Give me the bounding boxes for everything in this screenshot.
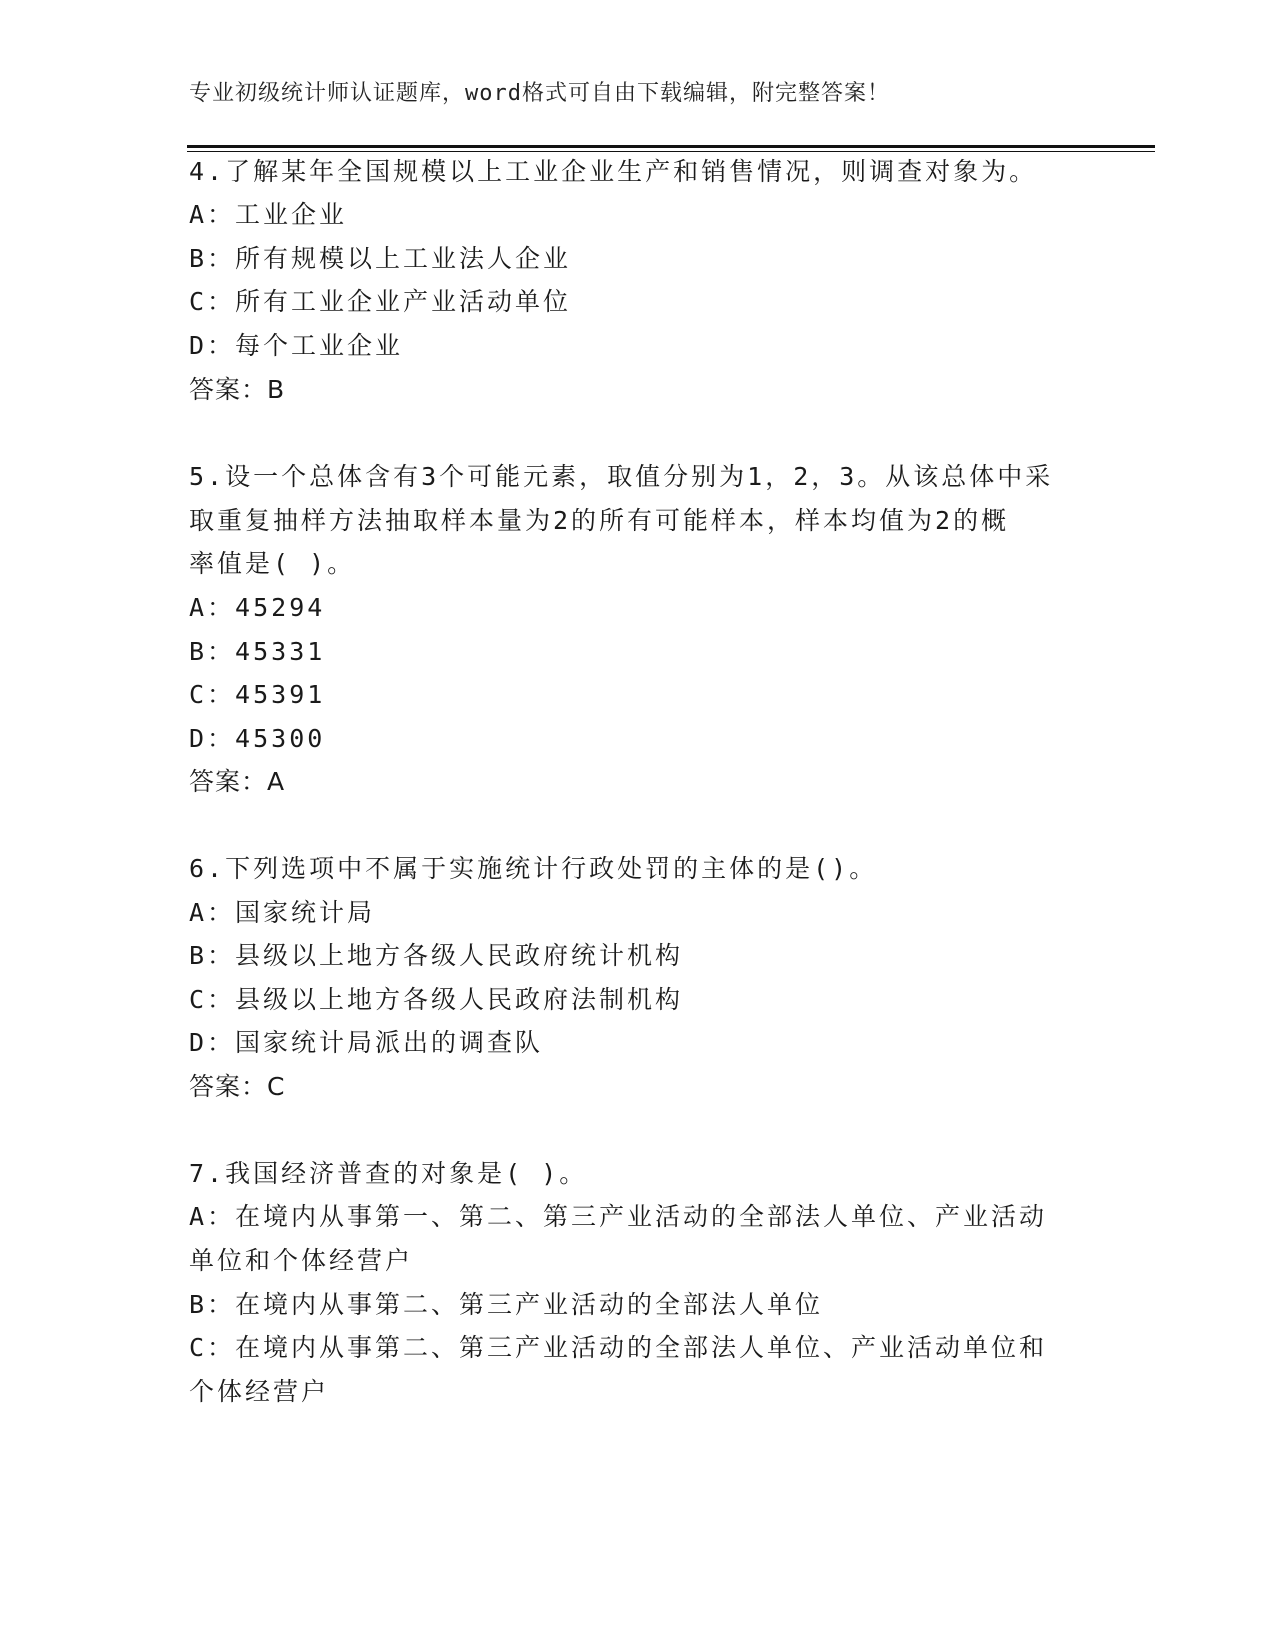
header-divider <box>187 145 1155 152</box>
option-a: A：国家统计局 <box>189 898 376 927</box>
option-b: B：在境内从事第二、第三产业活动的全部法人单位 <box>189 1290 824 1319</box>
option-a: A：45294 <box>189 593 326 622</box>
option-b: B：所有规模以上工业法人企业 <box>189 244 572 273</box>
option-d: D：45300 <box>189 724 326 753</box>
option-c: C：县级以上地方各级人民政府法制机构 <box>189 985 684 1014</box>
option-b: B：45331 <box>189 637 326 666</box>
option-c: C：45391 <box>189 680 326 709</box>
answer-label: 答案：A <box>189 767 286 796</box>
question-stem: 5.设一个总体含有3个可能元素，取值分别为1，2，3。从该总体中采 <box>189 462 1054 491</box>
question-stem: 6.下列选项中不属于实施统计行政处罚的主体的是()。 <box>189 854 878 883</box>
option-d: D：国家统计局派出的调查队 <box>189 1028 544 1057</box>
option-a: A：工业企业 <box>189 200 348 229</box>
question-stem: 4.了解某年全国规模以上工业企业生产和销售情况，则调查对象为。 <box>189 157 1038 186</box>
question-stem: 取重复抽样方法抽取样本量为2的所有可能样本，样本均值为2的概 <box>189 506 1010 535</box>
option-a: A：在境内从事第一、第二、第三产业活动的全部法人单位、产业活动 <box>189 1202 1048 1231</box>
page-header: 专业初级统计师认证题库，word格式可自由下载编辑，附完整答案！ <box>189 81 890 106</box>
answer-label: 答案：B <box>189 375 286 404</box>
option-b: B：县级以上地方各级人民政府统计机构 <box>189 941 684 970</box>
question-stem: 7.我国经济普查的对象是( )。 <box>189 1159 588 1188</box>
option-a-continued: 单位和个体经营户 <box>189 1246 414 1275</box>
answer-label: 答案：C <box>189 1072 286 1101</box>
question-stem: 率值是( )。 <box>189 549 356 578</box>
option-d: D：每个工业企业 <box>189 331 404 360</box>
option-c: C：所有工业企业产业活动单位 <box>189 287 572 316</box>
option-c-continued: 个体经营户 <box>189 1377 330 1406</box>
option-c: C：在境内从事第二、第三产业活动的全部法人单位、产业活动单位和 <box>189 1333 1048 1362</box>
